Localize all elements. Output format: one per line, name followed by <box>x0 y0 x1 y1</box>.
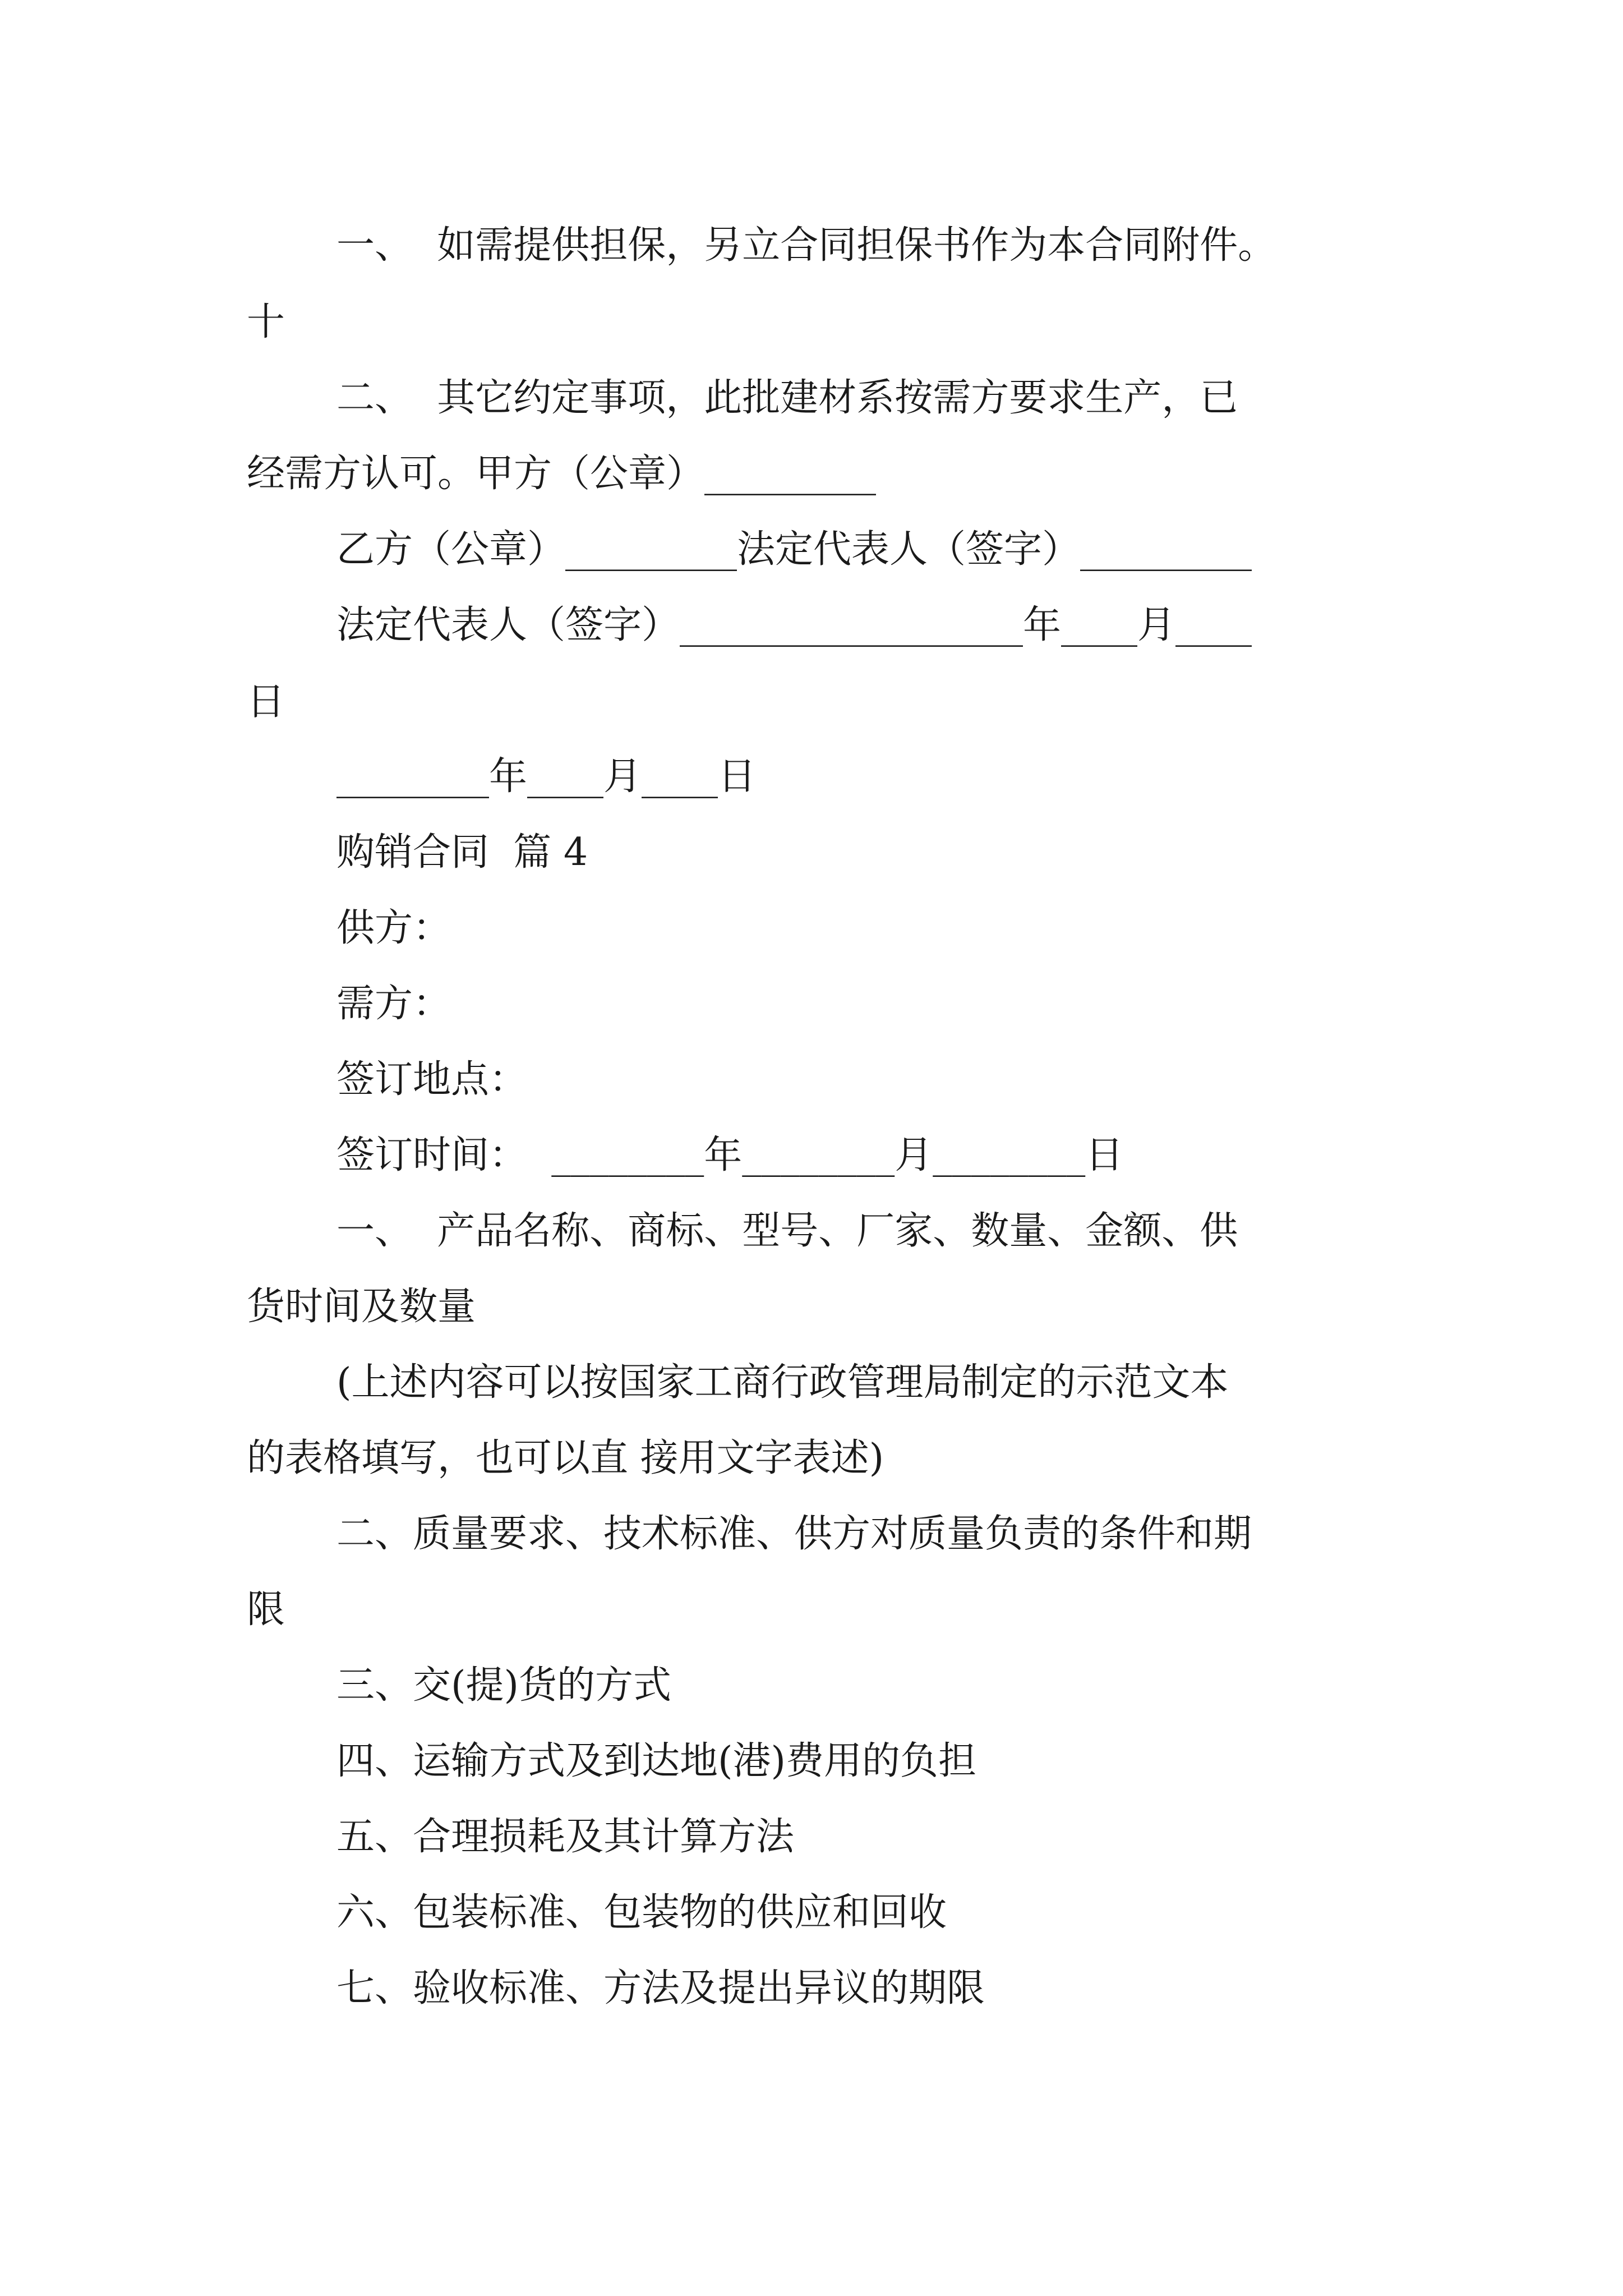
clause-other-matters: 二、 其它约定事项，此批建材系按需方要求生产，已 <box>336 376 1238 420</box>
supplier-field: 供方： <box>336 906 451 950</box>
signing-time-field: 签订时间： ________年________月________日 <box>336 1133 1124 1177</box>
legal-rep-date-cont: 日 <box>247 680 285 724</box>
clause-loss: 五、合理损耗及其计算方法 <box>336 1815 795 1859</box>
party-b-seal-line: 乙方（公章）_________法定代表人（签字）_________ <box>336 527 1252 572</box>
note-template: (上述内容可以按国家工商行政管理局制定的示范文本 <box>336 1360 1229 1405</box>
clause-packaging: 六、包装标准、包装物的供应和回收 <box>336 1890 947 1935</box>
clause-product-info-cont: 货时间及数量 <box>247 1285 476 1329</box>
buyer-field: 需方： <box>336 982 451 1026</box>
clause-delivery: 三、交(提)货的方式 <box>336 1663 672 1708</box>
date-line: ________年____月____日 <box>336 754 757 799</box>
clause-quality: 二、质量要求、技术标准、供方对质量负责的条件和期 <box>336 1512 1252 1556</box>
clause-guarantee-cont: 十 <box>247 300 285 344</box>
contract-title: 购销合同 篇 4 <box>336 830 588 875</box>
signing-place-field: 签订地点： <box>336 1057 528 1102</box>
party-a-seal-line: 经需方认可。甲方（公章）_________ <box>247 452 877 496</box>
legal-rep-signature-line: 法定代表人（签字）__________________年____月____ <box>336 603 1252 647</box>
clause-guarantee: 一、 如需提供担保，另立合同担保书作为本合同附件。 <box>336 223 1276 268</box>
clause-acceptance: 七、验收标准、方法及提出异议的期限 <box>336 1966 985 2010</box>
clause-product-info: 一、 产品名称、商标、型号、厂家、数量、金额、供 <box>336 1209 1238 1253</box>
clause-transport: 四、运输方式及到达地(港)费用的负担 <box>336 1739 977 1783</box>
note-template-cont: 的表格填写，也可以直 接用文字表述) <box>247 1436 884 1480</box>
clause-quality-cont: 限 <box>247 1588 285 1632</box>
